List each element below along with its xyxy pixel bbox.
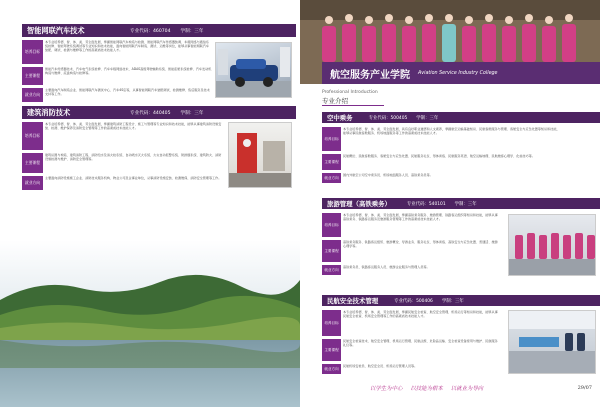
row-text: 高铁乘务服务、铁路客运组织、旅游概论、导游业务、服务礼仪、形体训练、高铁安全与应急处置、普通话、旅游心理学等。 <box>343 240 498 249</box>
row-courses <box>322 240 498 262</box>
major-duration: 学制：三年 <box>180 28 204 34</box>
row-text: 国内外航空公司空中乘务员、机场地面服务人员、高铁乘务员等。 <box>343 173 433 177</box>
car-lab-photo <box>215 42 292 98</box>
major-duration: 学制：三年 <box>416 115 439 121</box>
rail-cabin-illustration <box>509 215 596 276</box>
row-courses <box>322 154 562 170</box>
row-text: 建筑识图与构造、建筑消防工程、消防给水及消火栓系统、自动喷水灭火系统、火灾自动报警系统、防排烟系统、建筑防火、消防设施检测与维护、消防安全管理等。 <box>45 153 222 162</box>
intro-heading-en: Professional Introduction <box>322 90 378 95</box>
row-text: 本专业培养德、智、体、美、劳全面发展，掌握建筑消防工程设计、施工与管理等专业知识和技术技能，能够从事建筑消防设施安装、检测、维护保养及消防安全管理等工作的高素质技术技能人才。 <box>45 122 222 131</box>
car-lab-illustration <box>216 43 292 98</box>
row-label: 培养目标 <box>22 40 43 64</box>
security-check-illustration <box>509 311 596 374</box>
lake-landscape-photo <box>0 240 300 407</box>
intro-underline <box>322 105 384 106</box>
major-header-rail <box>322 198 600 209</box>
row-jobs <box>322 265 498 275</box>
row-jobs <box>22 176 224 190</box>
right-page <box>300 0 600 407</box>
row-label: 就业方向 <box>322 265 341 275</box>
slogan: 以学生为中心 <box>370 386 403 392</box>
row-text: 高铁乘务员、铁路客运服务人员、旅游企业服务与管理人员等。 <box>343 265 430 269</box>
row-courses <box>22 67 212 85</box>
row-goal <box>22 40 212 64</box>
major-header-auto <box>22 24 296 37</box>
row-text: 本专业培养德、智、体、美、劳全面发展，掌握高铁乘务服务、旅游管理、铁路客运组织等知识和技能，能够从事高铁乘务、铁路客运服务及旅游服务管理等工作的高素质技术技能人才。 <box>343 213 498 222</box>
fire-lab-photo <box>228 122 292 188</box>
major-header-fire <box>22 106 296 119</box>
major-code: 专业代码：500405 <box>368 115 408 121</box>
row-label: 就业方向 <box>322 173 341 183</box>
major-title: 空中乘务 <box>327 114 353 122</box>
row-label: 培养目标 <box>322 310 341 336</box>
row-text: 民航机场安检员、航空安全员、机场运行管理人员等。 <box>343 364 418 368</box>
major-code: 专业代码：500406 <box>394 298 433 304</box>
college-name-en: Aviation Service Industry College <box>418 70 498 76</box>
major-code: 专业代码：440405 <box>130 110 171 116</box>
row-label: 主要课程 <box>322 339 341 361</box>
row-text: 本专业培养德、智、体、美、劳全面发展，掌握民航安全检查、航空安全管理、机场运行等知识和技能，能够从事民航安全检查、机场安全管理等工作的高素质技术技能人才。 <box>343 310 498 319</box>
row-text: 民航安全检查技术、航空安全管理、机场运行管理、民航法规、危险品运输、安全检查设备使用与维护、民航服务礼仪等。 <box>343 339 498 348</box>
security-check-photo <box>508 310 596 374</box>
major-duration: 学制：三年 <box>180 110 204 116</box>
row-label: 培养目标 <box>322 127 341 151</box>
row-goal <box>322 127 562 151</box>
row-goal <box>322 310 498 336</box>
major-duration: 学制：三年 <box>441 298 464 304</box>
row-text: 智能汽车传感器技术、汽车电气系统检修、汽车车载网络技术、ADAS高级驾驶辅助系统、智能座舱系统检修、汽车发动机构造与维修、底盘构造与检修等。 <box>45 67 212 76</box>
row-label: 培养目标 <box>22 122 43 150</box>
row-label: 培养目标 <box>322 213 341 237</box>
row-label: 就业方向 <box>22 88 43 102</box>
lake-landscape-illustration <box>0 240 300 407</box>
row-courses <box>322 339 498 361</box>
row-jobs <box>22 88 212 102</box>
row-text: 本专业培养德、智、体、美、劳全面发展，掌握智能网联汽车构造与检测、智能网联汽车传感器装调、车载网络与通信系统检修、智能驾驶系统调试等专业知识和技术技能，面向智能网联汽车制造、测试、运维等岗位，能够从事智能网联汽车装配、调试、检测与维修等工作的高素质技术技能人才。 <box>45 40 209 53</box>
major-code: 专业代码：540101 <box>406 201 446 207</box>
row-label: 主要课程 <box>22 67 43 85</box>
major-title: 建筑消防技术 <box>27 107 71 117</box>
row-label: 主要课程 <box>322 240 341 262</box>
major-header-security <box>322 295 600 306</box>
row-text: 主要面向消防设施施工企业、消防技术服务机构、物业公司及企事业单位，从事消防设施安装、检测维保、消防安全管理等工作。 <box>45 176 222 180</box>
row-label: 就业方向 <box>22 176 43 190</box>
row-text: 主要面向汽车制造企业、智能网联汽车测试中心、汽车4S店等，从事智能网联汽车装配调试、检测维修、售后服务及技术支持等工作。 <box>45 88 210 97</box>
fire-lab-illustration <box>229 123 292 188</box>
row-text: 本专业培养德、智、体、美、劳全面发展，具有良好职业道德和人文素养，掌握航空运输基础知识、民航客舱服务与管理、客舱安全与应急处置等知识和技能，能够从事民航客舱服务、机场地面服务等工作的高素质技术技能人才。 <box>343 127 560 136</box>
rail-cabin-photo <box>508 214 596 276</box>
page-number: 29/07 <box>577 385 592 391</box>
row-text: 民航概论、民航客舱服务、客舱安全与应急处置、民航服务礼仪、形体训练、民航服务英语、航空运输地理、民航旅客心理学、化妆技巧等。 <box>343 154 535 158</box>
major-header-cabin <box>322 112 600 123</box>
row-goal <box>322 213 498 237</box>
row-label: 主要课程 <box>22 153 43 173</box>
college-title-bar <box>322 62 600 84</box>
row-label: 主要课程 <box>322 154 341 170</box>
row-label: 就业方向 <box>322 364 341 374</box>
major-title: 智能网联汽车技术 <box>27 25 85 35</box>
slogan-line <box>370 384 483 392</box>
row-goal <box>22 122 224 150</box>
major-title: 民航安全技术管理 <box>327 297 379 305</box>
slogan: 以技能为根本 <box>410 386 443 392</box>
row-jobs <box>322 364 498 374</box>
major-title: 旅游管理（高铁乘务） <box>327 200 391 208</box>
slogan: 以就业为导向 <box>450 386 484 392</box>
row-courses <box>22 153 224 173</box>
major-duration: 学制：三年 <box>454 201 477 207</box>
major-code: 专业代码：460704 <box>130 28 171 34</box>
row-jobs <box>322 173 562 183</box>
intro-heading-cn: 专业介绍 <box>322 97 348 105</box>
college-name-cn: 航空服务产业学院 <box>330 69 410 81</box>
